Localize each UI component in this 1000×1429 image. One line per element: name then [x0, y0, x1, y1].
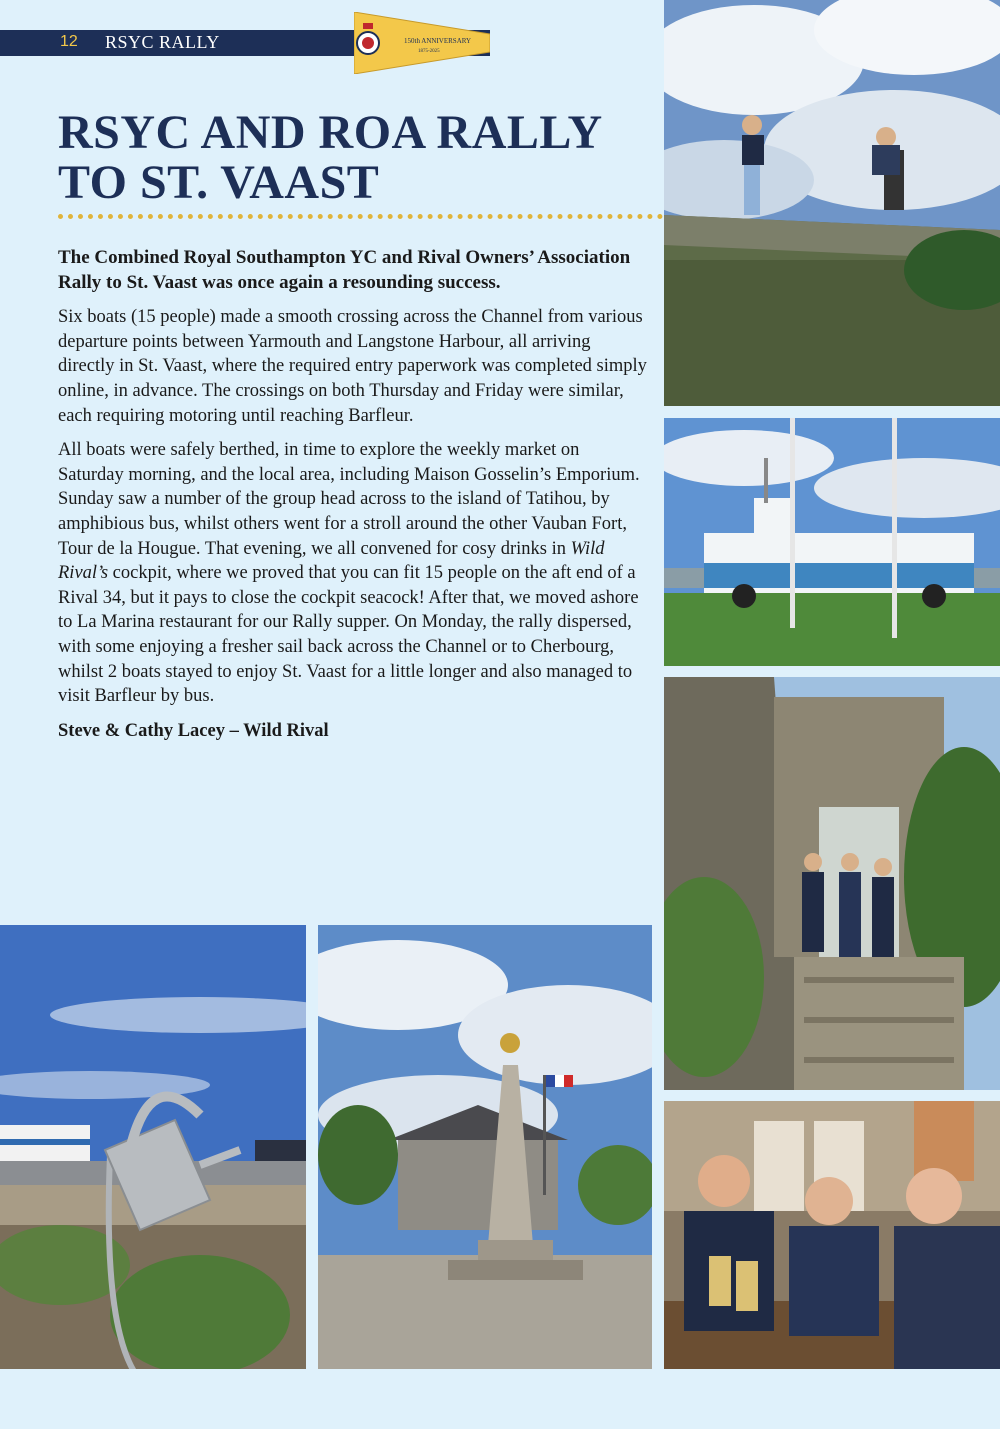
- boat-name: Wild Rival’s: [58, 538, 605, 584]
- photo-fort-wall-walkers: [664, 0, 1000, 406]
- title-line-1: RSYC AND ROA RALLY: [58, 106, 603, 159]
- article-lead: The Combined Royal Southampton YC and Rival Owners’ Association Rally to St. Vaast was once again a resounding success.: [58, 247, 631, 293]
- article-title: [58, 108, 658, 208]
- photo-fort-steps-group: [664, 677, 1000, 1090]
- title-line-2: TO ST. VAAST: [58, 156, 380, 209]
- dotted-divider: [58, 214, 663, 219]
- article-paragraph-2: [58, 438, 648, 709]
- pennant-years: 1875-2025: [418, 49, 440, 54]
- anniversary-pennant: [354, 12, 490, 74]
- article-byline: Steve & Cathy Lacey – Wild Rival: [58, 720, 329, 741]
- paragraph-2-part-a: All boats were safely berthed, in time to explore the weekly market on Saturday morning, and the local area, including Maison Gosselin’s Emporium. Sunday saw a number of the group head across to the island of Tatihou, by amphibious bus, whilst others went for a stroll around the other Vauban Fort, Tour de la Hougue. That evening, we all convened for cosy drinks in: [58, 440, 640, 559]
- page-number: 12: [60, 33, 78, 50]
- photo-restaurant-group: [664, 1101, 1000, 1369]
- article-paragraph-1: Six boats (15 people) made a smooth crossing across the Channel from various departure points between Yarmouth and Langstone Harbour, all arriving directly in St. Vaast, where the required entry paperwork was completed simply online, in advance. The crossings on both Thursday and Friday were similar, each requiring motoring until reaching Barfleur.: [58, 307, 647, 426]
- article-body: [58, 246, 648, 753]
- photo-war-memorial: [318, 925, 652, 1369]
- paragraph-2-part-b: cockpit, where we proved that you can fit 15 people on the aft end of a Rival 34, but it pays to close the cockpit seacock! After that, we moved ashore to La Marina restaurant for our Rally supper. On Monday, the rally dispersed, with some enjoying a fresher sail back across the Channel or to Cherbourg, whilst 2 boats stayed to enjoy St. Vaast for a little longer and also managed to visit Barfleur by bus.: [58, 563, 639, 707]
- photo-watering-can-sculpture: [0, 925, 306, 1369]
- section-label: RSYC RALLY: [105, 32, 220, 52]
- pennant-text: 150th ANNIVERSARY: [404, 37, 472, 45]
- photo-amphibious-bus: [664, 418, 1000, 666]
